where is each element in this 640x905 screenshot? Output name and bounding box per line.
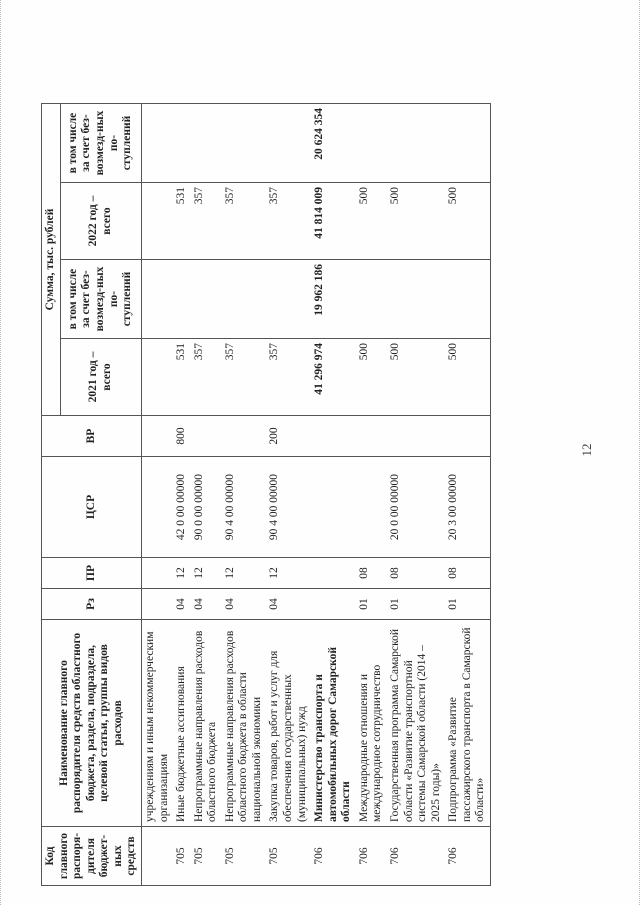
- cell-code: 706: [387, 827, 445, 886]
- cell-vr: [191, 416, 222, 457]
- header-sum-group: Сумма, тыс. рублей: [42, 104, 61, 416]
- cell-2022-total: 357: [191, 183, 222, 260]
- cell-vr: 200: [266, 416, 311, 457]
- cell-rz: [311, 589, 356, 620]
- cell-vr: [222, 416, 267, 457]
- cell-code: 705: [191, 827, 222, 886]
- cell-2021-sub: [222, 260, 267, 339]
- cell-pr: [141, 558, 173, 589]
- cell-2022-sub: [222, 104, 267, 183]
- cell-code: 705: [222, 827, 267, 886]
- budget-table: [41, 103, 491, 886]
- cell-2021-total: 500: [356, 339, 387, 416]
- cell-name: Закупка товаров, работ и услуг для обеспечения государственных (муниципальных) нужд: [266, 620, 311, 827]
- cell-csr: 90 0 00 00000: [191, 457, 222, 558]
- table-row: [222, 104, 267, 886]
- cell-code: 706: [311, 827, 356, 886]
- cell-2021-total: 357: [191, 339, 222, 416]
- cell-2022-total: 357: [266, 183, 311, 260]
- cell-code: 705: [266, 827, 311, 886]
- cell-2021-sub: [445, 260, 490, 339]
- header-pr: ПР: [42, 558, 142, 589]
- cell-2021-sub: 19 962 186: [311, 260, 356, 339]
- header-vr: ВР: [42, 416, 142, 457]
- cell-name: Государственная программа Самарской области «Развитие транспортной системы Самарской области (2014 – 2025 годы)»: [387, 620, 445, 827]
- cell-vr: [311, 416, 356, 457]
- cell-code: 706: [356, 827, 387, 886]
- cell-csr: [311, 457, 356, 558]
- cell-2022-sub: 20 624 354: [311, 104, 356, 183]
- cell-2021-total: 357: [222, 339, 267, 416]
- cell-2021-total: 357: [266, 339, 311, 416]
- cell-rz: 01: [356, 589, 387, 620]
- cell-csr: [141, 457, 173, 558]
- cell-rz: 04: [266, 589, 311, 620]
- header-rz: Рз: [42, 589, 142, 620]
- cell-2022-sub: [191, 104, 222, 183]
- page-number: 12: [579, 443, 594, 457]
- header-2022-total: 2022 год – всего: [60, 183, 141, 260]
- cell-2021-sub: [191, 260, 222, 339]
- cell-csr: 90 4 00 00000: [222, 457, 267, 558]
- table-row: [356, 104, 387, 886]
- cell-2021-sub: [356, 260, 387, 339]
- cell-2021-sub: [266, 260, 311, 339]
- cell-2021-total: [141, 339, 173, 416]
- cell-csr: 20 0 00 00000: [387, 457, 445, 558]
- cell-code: 705: [173, 827, 191, 886]
- cell-csr: 90 4 00 00000: [266, 457, 311, 558]
- cell-pr: 08: [445, 558, 490, 589]
- cell-pr: 08: [356, 558, 387, 589]
- cell-rz: 01: [387, 589, 445, 620]
- table-row: [173, 104, 191, 886]
- cell-2022-total: [141, 183, 173, 260]
- header-2022-sub: в том числе за счет без-возмезд-ных по-ступлений: [60, 104, 141, 183]
- cell-rz: 04: [191, 589, 222, 620]
- table-row: [311, 104, 356, 886]
- cell-2021-total: 500: [445, 339, 490, 416]
- cell-2022-sub: [141, 104, 173, 183]
- cell-2022-total: 357: [222, 183, 267, 260]
- cell-rz: [141, 589, 173, 620]
- cell-2022-sub: [445, 104, 490, 183]
- cell-name: Непрограммные направления расходов областного бюджета в области национальной экономики: [222, 620, 267, 827]
- cell-vr: [141, 416, 173, 457]
- cell-pr: 08: [387, 558, 445, 589]
- header-2021-sub: в том числе за счет без-возмезд-ных по-ступлений: [60, 260, 141, 339]
- header-name: Наименование главного распорядителя средств областного бюджета, раздела, подраздела, целевой статьи, группы видов расходов: [42, 620, 142, 827]
- cell-name: Непрограммные направления расходов областного бюджета: [191, 620, 222, 827]
- cell-2022-sub: [387, 104, 445, 183]
- cell-pr: 12: [173, 558, 191, 589]
- cell-2022-total: 500: [445, 183, 490, 260]
- cell-2021-sub: [173, 260, 191, 339]
- cell-rz: 01: [445, 589, 490, 620]
- cell-vr: [356, 416, 387, 457]
- table-row: [141, 104, 173, 886]
- cell-name: Иные бюджетные ассигнования: [173, 620, 191, 827]
- cell-csr: 42 0 00 00000: [173, 457, 191, 558]
- cell-2021-total: 500: [387, 339, 445, 416]
- cell-2021-sub: [141, 260, 173, 339]
- table-body: [141, 104, 490, 886]
- cell-2021-sub: [387, 260, 445, 339]
- cell-pr: [311, 558, 356, 589]
- cell-2022-sub: [173, 104, 191, 183]
- cell-pr: 12: [191, 558, 222, 589]
- cell-code: 706: [445, 827, 490, 886]
- cell-vr: [445, 416, 490, 457]
- cell-csr: 20 3 00 00000: [445, 457, 490, 558]
- header-2021-total: 2021 год – всего: [60, 339, 141, 416]
- cell-name: Министерство транспорта и автомобильных дорог Самарской области: [311, 620, 356, 827]
- cell-rz: 04: [173, 589, 191, 620]
- cell-2021-total: 531: [173, 339, 191, 416]
- cell-vr: [387, 416, 445, 457]
- table-row: [445, 104, 490, 886]
- header-csr: ЦСР: [42, 457, 142, 558]
- cell-pr: 12: [222, 558, 267, 589]
- cell-pr: 12: [266, 558, 311, 589]
- cell-code: [141, 827, 173, 886]
- table-row: [266, 104, 311, 886]
- table-row: [191, 104, 222, 886]
- cell-2022-total: 500: [387, 183, 445, 260]
- rotated-sheet: [21, 10, 621, 890]
- cell-rz: 04: [222, 589, 267, 620]
- cell-2022-total: 500: [356, 183, 387, 260]
- cell-csr: [356, 457, 387, 558]
- cell-2022-sub: [266, 104, 311, 183]
- cell-2022-total: 41 814 009: [311, 183, 356, 260]
- cell-2022-sub: [356, 104, 387, 183]
- cell-name: учреждениям и иным некоммерческим организациям: [141, 620, 173, 827]
- cell-2022-total: 531: [173, 183, 191, 260]
- table-row: [387, 104, 445, 886]
- cell-2021-total: 41 296 974: [311, 339, 356, 416]
- cell-name: Подпрограмма «Развитие пассажирского транспорта в Самарской области»: [445, 620, 490, 827]
- cell-name: Международные отношения и международное сотрудничество: [356, 620, 387, 827]
- header-code: Код главного распоря-дителя бюджет-ных средств: [42, 827, 142, 886]
- cell-vr: 800: [173, 416, 191, 457]
